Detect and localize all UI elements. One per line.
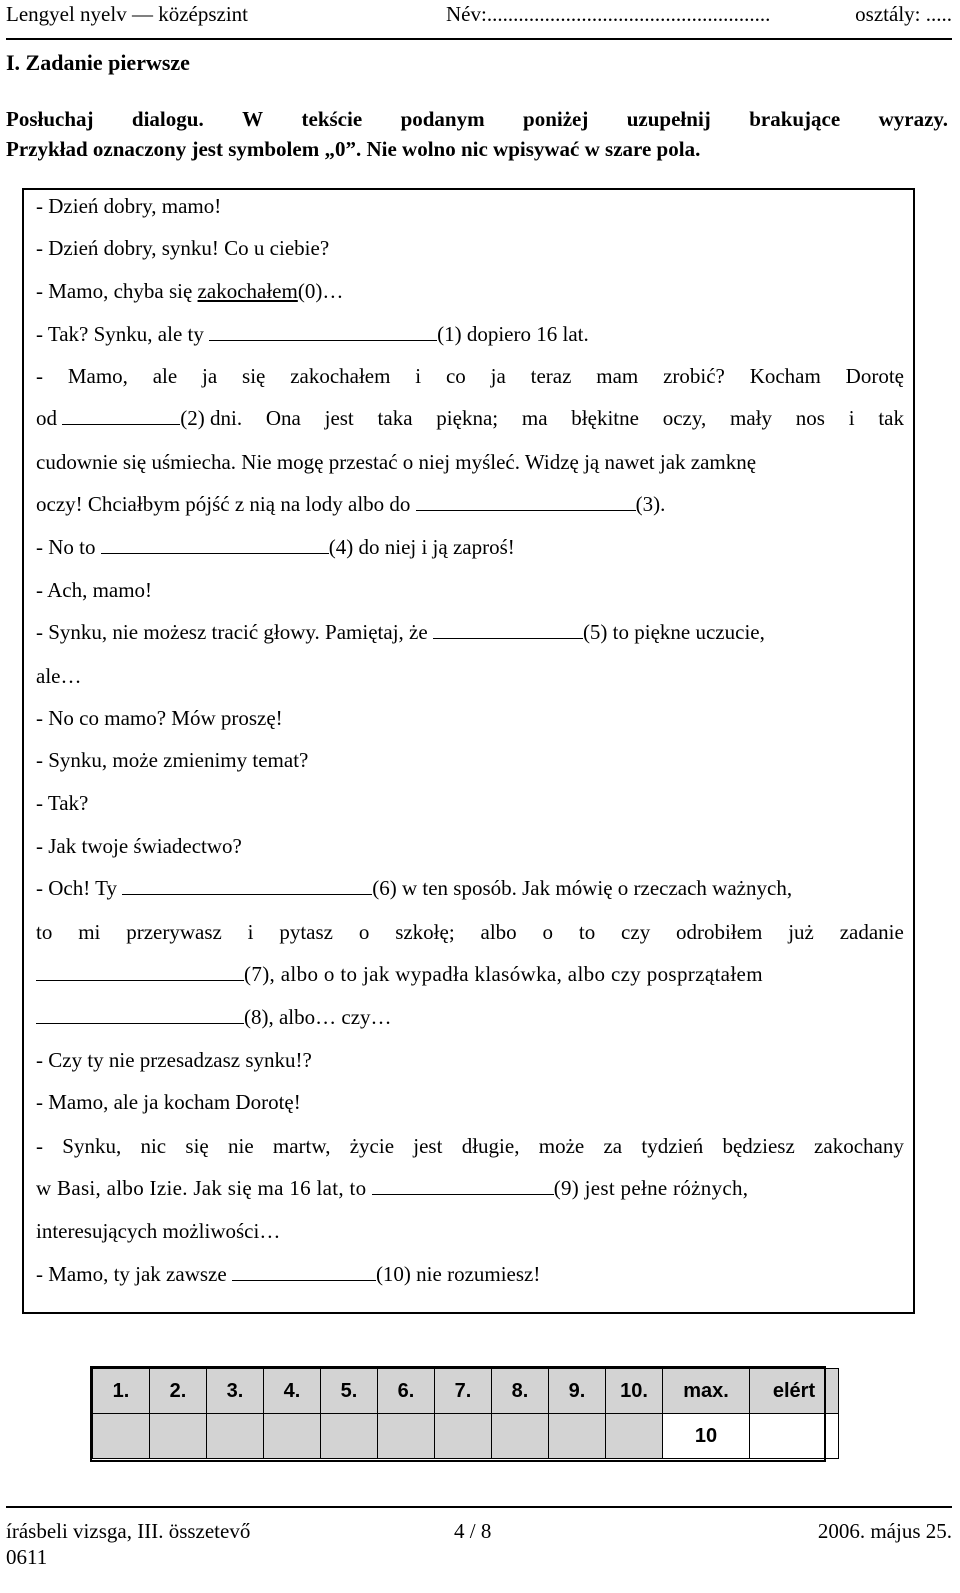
score-header-cell: 1. — [93, 1369, 150, 1414]
header-name-field: Név:...................................................... — [446, 2, 771, 26]
instruction-word: Posłuchaj — [6, 107, 94, 131]
footer-page-number: 4 / 8 — [454, 1519, 492, 1543]
dialogue-line: interesujących możliwości… — [36, 1219, 281, 1243]
dialogue-line — [36, 406, 904, 431]
dialogue-text: (3). — [635, 492, 666, 516]
dialogue-word: jest — [324, 406, 354, 430]
dialogue-word: mały — [730, 406, 773, 430]
dialogue-word: to — [36, 920, 53, 944]
dialogue-line — [36, 322, 904, 347]
instruction-word: W — [242, 107, 264, 131]
dialogue-word: zrobić? — [663, 364, 725, 388]
dialogue-word: Dorotę — [845, 364, 904, 388]
score-header-cell: 3. — [207, 1369, 264, 1414]
dialogue-line — [36, 620, 904, 645]
dialogue-line — [36, 962, 904, 987]
answer-blank-3[interactable] — [416, 492, 636, 511]
score-cell — [378, 1414, 435, 1459]
dialogue-word: taka — [377, 406, 413, 430]
answer-blank-7[interactable] — [36, 962, 244, 981]
dialogue-word: długie, — [461, 1134, 520, 1158]
dialogue-word: - — [36, 364, 43, 388]
dialogue-word: pytasz — [279, 920, 333, 944]
dialogue-word: przerywasz — [126, 920, 222, 944]
dialogue-line — [36, 920, 904, 945]
score-header-achieved: elért — [750, 1369, 839, 1414]
score-cell — [93, 1414, 150, 1459]
dialogue-word: zadanie — [839, 920, 904, 944]
instruction-word: brakujące — [749, 107, 841, 131]
dialogue-word: się — [242, 364, 266, 388]
answer-blank-2[interactable] — [62, 406, 180, 425]
dialogue-word: czy — [621, 920, 651, 944]
dialogue-word: tydzień — [641, 1134, 704, 1158]
dialogue-line: - Jak twoje świadectwo? — [36, 834, 242, 858]
score-cell — [606, 1414, 663, 1459]
dialogue-word: nos — [795, 406, 825, 430]
dialogue-word: co — [445, 364, 466, 388]
dialogue-word: błękitne — [571, 406, 639, 430]
dialogue-word: nic — [140, 1134, 167, 1158]
dialogue-word: już — [788, 920, 814, 944]
dialogue-word: ja — [490, 364, 506, 388]
dialogue-word: tak — [878, 406, 904, 430]
instructions-line-1 — [6, 104, 948, 134]
score-table-header-row — [93, 1369, 839, 1414]
score-cell — [150, 1414, 207, 1459]
dialogue-word: Kocham — [749, 364, 821, 388]
dialogue-word: oczy, — [662, 406, 707, 430]
dialogue-text: (7), albo o to jak wypadła klasówka, albo czy posprzątałem — [244, 962, 763, 986]
answer-blank-6[interactable] — [122, 876, 372, 895]
dialogue-text: w Basi, albo Izie. Jak się ma 16 lat, to — [36, 1176, 367, 1200]
dialogue-word: ma — [521, 406, 548, 430]
dialogue-text: - Synku, nie możesz tracić głowy. Pamiętaj, że — [36, 620, 428, 644]
dialogue-line — [36, 1262, 904, 1287]
dialogue-text: (9) jest pełne różnych, — [553, 1176, 749, 1200]
dialogue-text: - Och! Ty — [36, 876, 117, 900]
score-max-value: 10 — [663, 1414, 750, 1459]
dialogue-word: zakochany — [814, 1134, 904, 1158]
dialogue-text: (8), albo… czy… — [244, 1005, 392, 1029]
dialogue-word: jest — [413, 1134, 443, 1158]
score-cell — [264, 1414, 321, 1459]
dialogue-text: (0)… — [297, 279, 344, 303]
instruction-word: dialogu. — [131, 107, 204, 131]
score-header-max: max. — [663, 1369, 750, 1414]
dialogue-word: i — [415, 364, 422, 388]
footer-divider — [6, 1506, 952, 1508]
dialogue-line: - Czy ty nie przesadzasz synku!? — [36, 1048, 312, 1072]
answer-blank-9[interactable] — [372, 1176, 554, 1195]
dialogue-word: życie — [349, 1134, 395, 1158]
header-subject: Lengyel nyelv — középszint — [6, 2, 249, 26]
score-header-cell: 4. — [264, 1369, 321, 1414]
dialogue-word: o — [358, 920, 370, 944]
dialogue-text: (1) dopiero 16 lat. — [437, 322, 589, 346]
dialogue-line — [36, 1134, 904, 1159]
instructions — [6, 104, 948, 164]
dialogue-word: piękna; — [436, 406, 499, 430]
dialogue-text: (4) do niej i ją zaproś! — [328, 535, 515, 559]
answer-blank-4[interactable] — [101, 535, 329, 554]
dialogue-word: się — [185, 1134, 209, 1158]
dialogue-text: oczy! Chciałbym pójść z nią na lody albo do — [36, 492, 411, 516]
dialogue-line: - Ach, mamo! — [36, 578, 153, 602]
score-cell — [321, 1414, 378, 1459]
dialogue-word: będziesz — [722, 1134, 795, 1158]
section-title: I. Zadanie pierwsze — [6, 50, 190, 75]
answer-blank-8[interactable] — [36, 1005, 244, 1024]
dialogue-word: odrobiłem — [676, 920, 763, 944]
dialogue-word: nie — [227, 1134, 254, 1158]
answer-blank-10[interactable] — [232, 1262, 376, 1281]
dialogue-word: Synku, — [62, 1134, 122, 1158]
dialogue-word: zakochałem — [290, 364, 391, 388]
score-table — [92, 1368, 839, 1459]
dialogue-line — [36, 492, 904, 517]
footer-exam-part: írásbeli vizsga, III. összetevő — [6, 1519, 251, 1543]
dialogue-line: - Mamo, ale ja kocham Dorotę! — [36, 1090, 301, 1114]
dialogue-text: - Mamo, chyba się — [36, 279, 198, 303]
dialogue-word: mi — [78, 920, 101, 944]
dialogue-text: - Mamo, ty jak zawsze — [36, 1262, 227, 1286]
instruction-word: podanym — [400, 107, 485, 131]
dialogue-word: - — [36, 1134, 43, 1158]
instruction-word: poniżej — [523, 107, 589, 131]
dialogue-line: cudownie się uśmiecha. Nie mogę przestać o niej myśleć. Widzę ją nawet jak zamknę — [36, 450, 757, 474]
dialogue-text: (6) w ten sposób. Jak mówię o rzeczach ważnych, — [372, 876, 793, 900]
dialogue-text: (10) nie rozumiesz! — [375, 1262, 541, 1286]
dialogue-line — [36, 279, 904, 304]
dialogue-word: ale — [152, 364, 178, 388]
dialogue-line: - Dzień dobry, mamo! — [36, 194, 222, 218]
dialogue-line — [36, 876, 904, 901]
dialogue-line: - Synku, może zmienimy temat? — [36, 748, 309, 772]
instructions-line-2: Przykład oznaczony jest symbolem „0”. Nie wolno nic wpisywać w szare pola. — [6, 137, 701, 161]
dialogue-word: ja — [202, 364, 218, 388]
dialogue-word: mam — [596, 364, 639, 388]
dialogue-text: - No to — [36, 535, 96, 559]
footer-date: 2006. május 25. — [817, 1519, 952, 1543]
dialogue-word: szkołę; — [395, 920, 455, 944]
dialogue-word: teraz — [530, 364, 572, 388]
example-answer: zakochałem — [197, 279, 298, 303]
score-header-cell: 10. — [606, 1369, 663, 1414]
score-header-cell: 2. — [150, 1369, 207, 1414]
dialogue-word: martw, — [272, 1134, 331, 1158]
footer-code: 0611 — [6, 1545, 48, 1569]
page-header — [6, 2, 952, 38]
dialogue-word: za — [603, 1134, 623, 1158]
dialogue-word: i — [848, 406, 855, 430]
dialogue-line — [36, 364, 904, 389]
dialogue-box — [22, 188, 915, 1314]
score-achieved-cell[interactable] — [750, 1414, 839, 1459]
dialogue-line — [36, 1176, 904, 1201]
score-cell — [492, 1414, 549, 1459]
dialogue-word: Ona — [265, 406, 301, 430]
score-table-value-row — [93, 1414, 839, 1459]
dialogue-word: to — [578, 920, 596, 944]
instruction-word: wyrazy. — [878, 107, 948, 131]
score-header-cell: 9. — [549, 1369, 606, 1414]
instruction-word: tekście — [301, 107, 363, 131]
score-header-cell: 8. — [492, 1369, 549, 1414]
dialogue-line: ale… — [36, 664, 82, 688]
dialogue-word: Mamo, — [67, 364, 128, 388]
instruction-word: uzupełnij — [626, 107, 711, 131]
answer-blank-5[interactable] — [433, 620, 583, 639]
score-cell — [435, 1414, 492, 1459]
score-header-cell: 6. — [378, 1369, 435, 1414]
dialogue-word: może — [538, 1134, 585, 1158]
dialogue-text: od (2) dni. — [36, 406, 243, 430]
dialogue-word: albo — [480, 920, 517, 944]
dialogue-line — [36, 535, 904, 560]
score-cell — [549, 1414, 606, 1459]
dialogue-line: - Tak? — [36, 791, 89, 815]
dialogue-line — [36, 1005, 904, 1030]
dialogue-line: - Dzień dobry, synku! Co u ciebie? — [36, 236, 330, 260]
dialogue-word: o — [542, 920, 554, 944]
header-divider — [6, 38, 952, 40]
header-class-field: osztály: ..... — [855, 2, 952, 26]
score-header-cell: 5. — [321, 1369, 378, 1414]
score-header-cell: 7. — [435, 1369, 492, 1414]
dialogue-line: - No co mamo? Mów proszę! — [36, 706, 283, 730]
dialogue-text: (5) to piękne uczucie, — [582, 620, 765, 644]
answer-blank-1[interactable] — [209, 322, 437, 341]
dialogue-text: - Tak? Synku, ale ty — [36, 322, 204, 346]
score-cell — [207, 1414, 264, 1459]
dialogue-word: i — [247, 920, 254, 944]
